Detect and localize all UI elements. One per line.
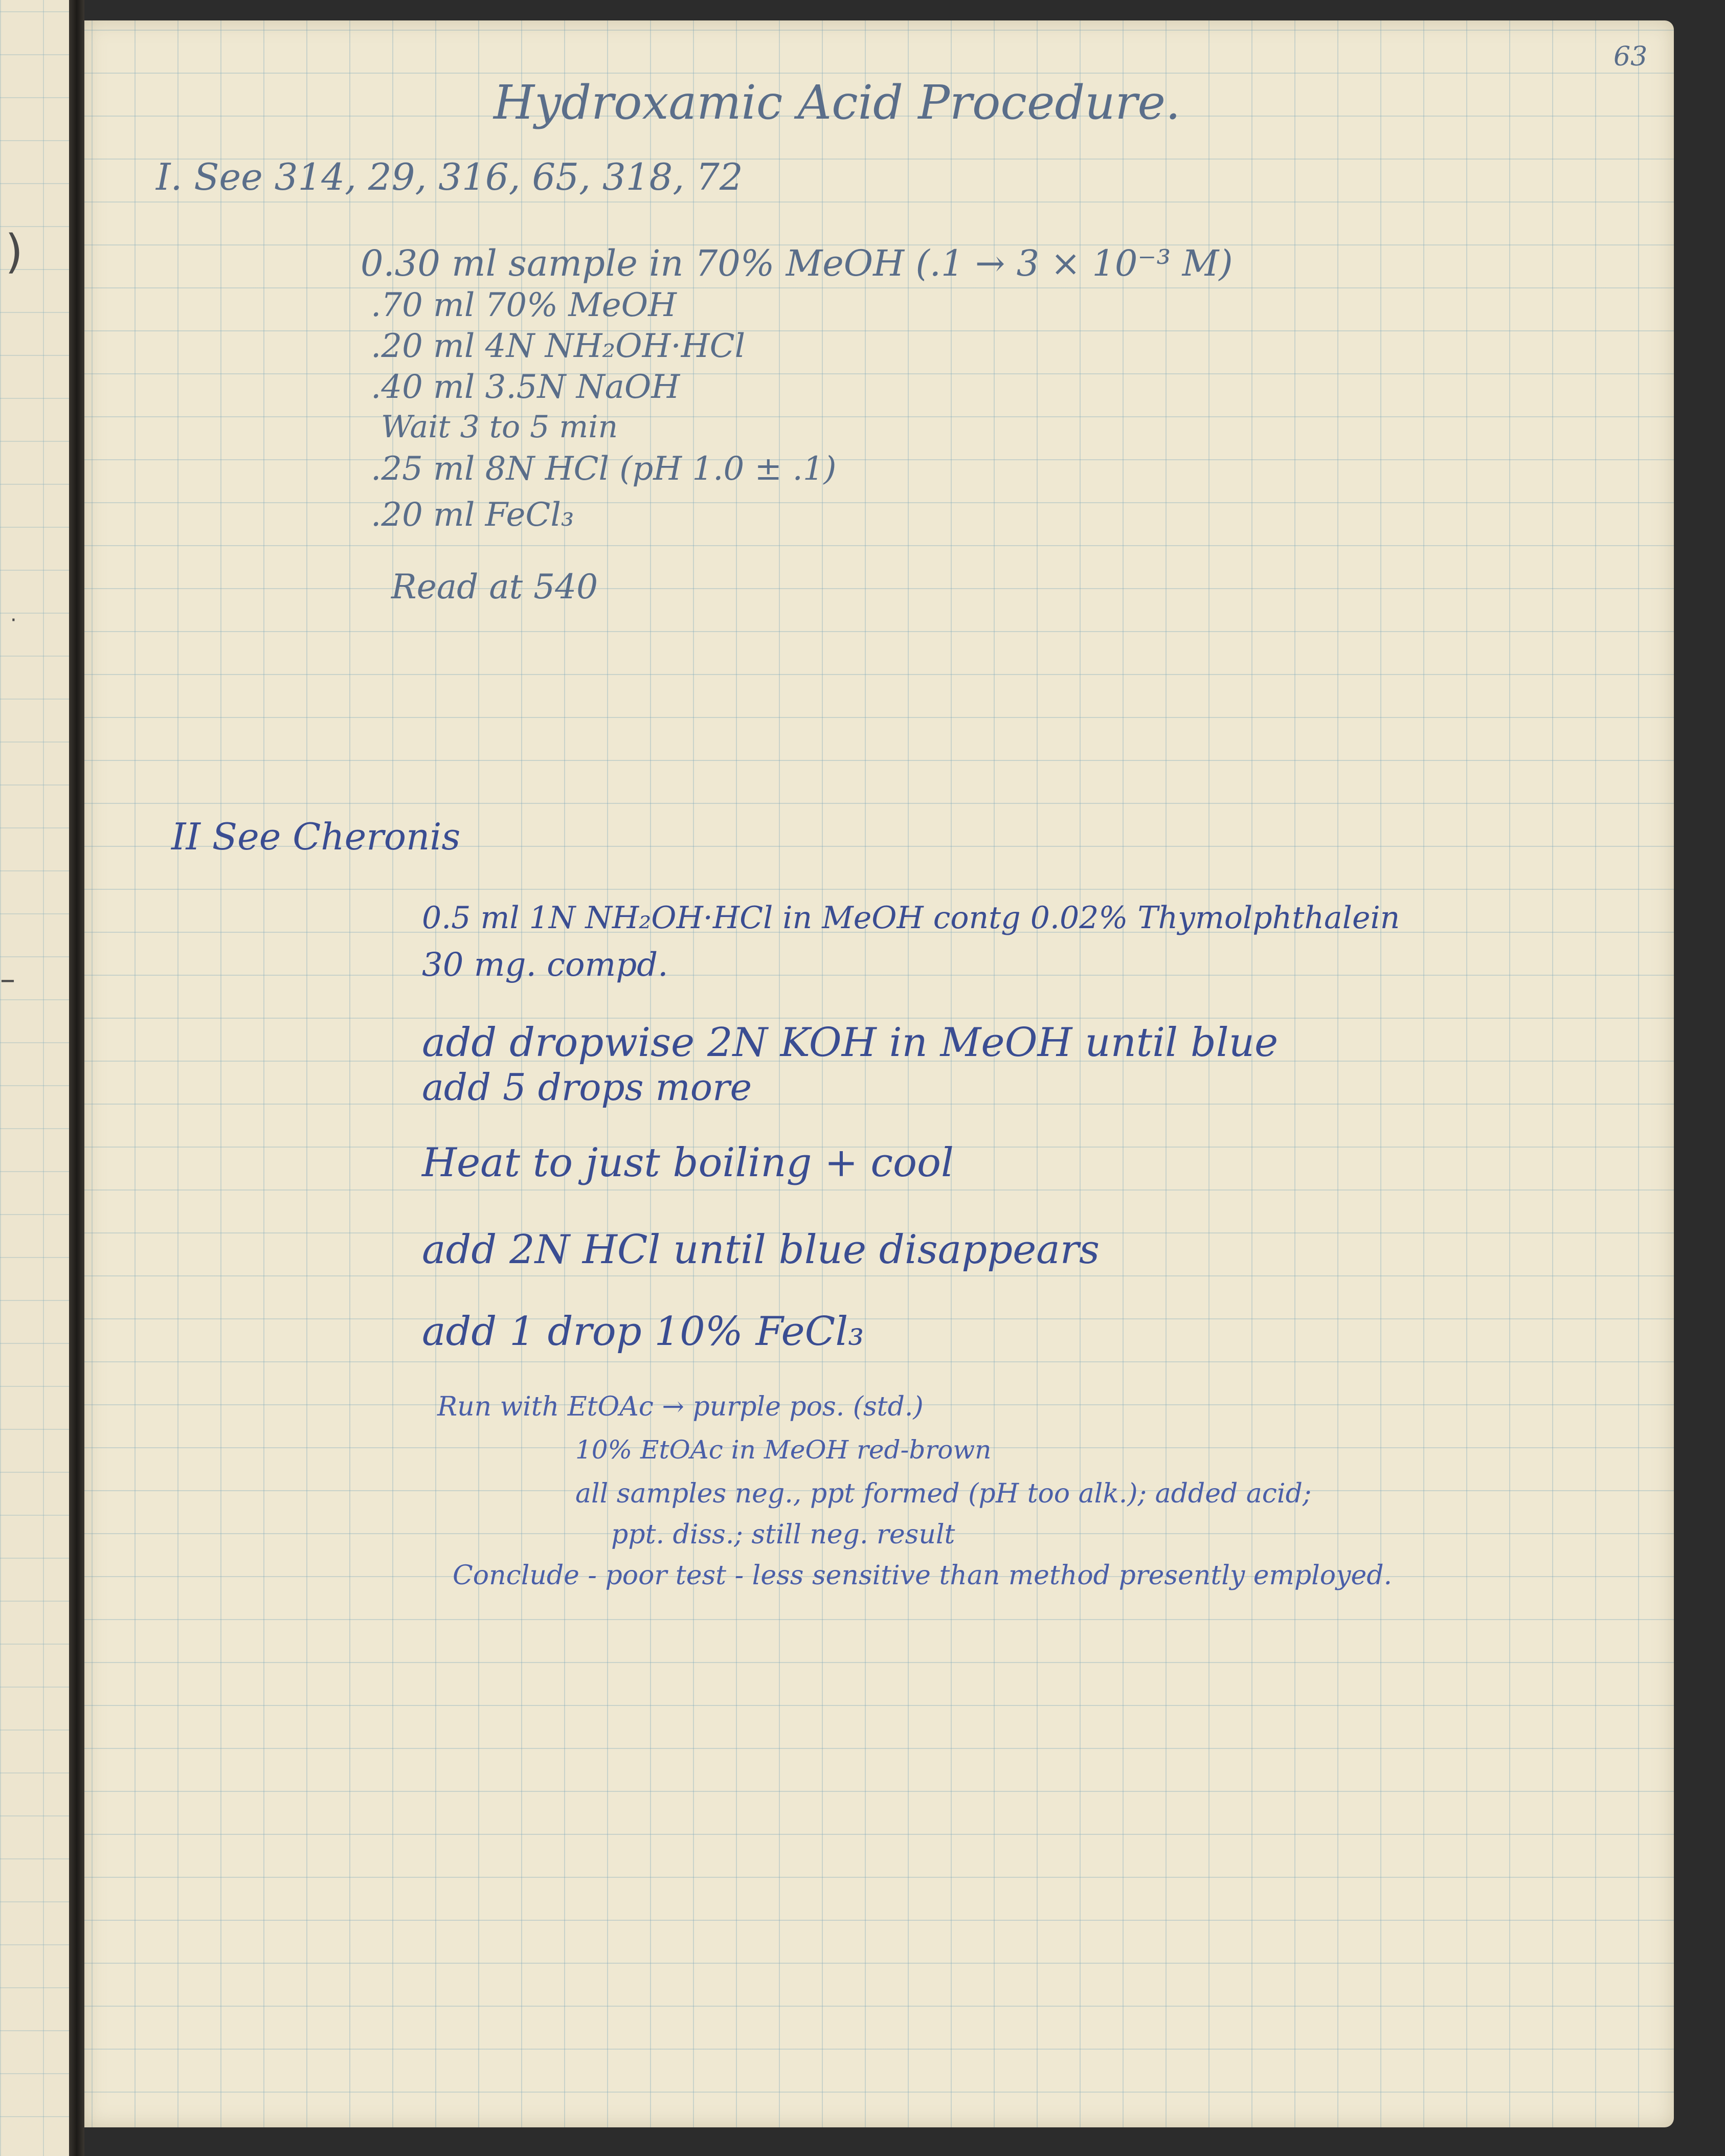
section-2-line: 0.5 ml 1N NH₂OH·HCl in MeOH contg 0.02% Thymolphthalein	[422, 900, 1400, 936]
section-2-note: 10% EtOAc in MeOH red-brown	[575, 1435, 992, 1465]
facing-page-dot: ·	[10, 609, 17, 632]
facing-page	[0, 0, 71, 2156]
section-2-note: Conclude - poor test - less sensitive than method presently employed.	[453, 1560, 1393, 1591]
section-2-line: add dropwise 2N KOH in MeOH until blue	[422, 1020, 1279, 1066]
section-2-line: Heat to just boiling + cool	[422, 1140, 954, 1186]
section-1-line: Read at 540	[391, 567, 598, 607]
section-1-heading: I. See 314, 29, 316, 65, 318, 72	[156, 155, 743, 198]
page-number: 63	[1614, 41, 1648, 72]
binding-gutter	[69, 0, 84, 2156]
section-2-line: add 5 drops more	[422, 1066, 752, 1109]
notebook-page	[84, 20, 1674, 2127]
section-2-note: ppt. diss.; still neg. result	[611, 1519, 955, 1550]
section-1-line: .40 ml 3.5N NaOH	[371, 368, 680, 406]
section-1-line: Wait 3 to 5 min	[381, 409, 618, 445]
facing-page-mark: )	[5, 225, 24, 279]
section-1-line: .25 ml 8N HCl (pH 1.0 ± .1)	[371, 450, 837, 488]
section-2-note: all samples neg., ppt formed (pH too alk.); added acid;	[575, 1478, 1312, 1509]
section-2-heading: II See Cheronis	[171, 815, 461, 858]
facing-page-dash: –	[0, 961, 15, 997]
page-title: Hydroxamic Acid Procedure.	[494, 75, 1181, 130]
section-1-line: .20 ml 4N NH₂OH·HCl	[371, 327, 746, 365]
section-2-line: add 1 drop 10% FeCl₃	[422, 1309, 864, 1355]
section-1-line: 0.30 ml sample in 70% MeOH (.1 → 3 × 10⁻³ M)	[361, 242, 1233, 284]
section-2-line: add 2N HCl until blue disappears	[422, 1227, 1100, 1273]
section-2-line: 30 mg. compd.	[422, 946, 668, 984]
section-1-line: .70 ml 70% MeOH	[371, 286, 677, 324]
section-2-note: Run with EtOAc → purple pos. (std.)	[437, 1391, 924, 1422]
section-1-line: .20 ml FeCl₃	[371, 496, 574, 534]
